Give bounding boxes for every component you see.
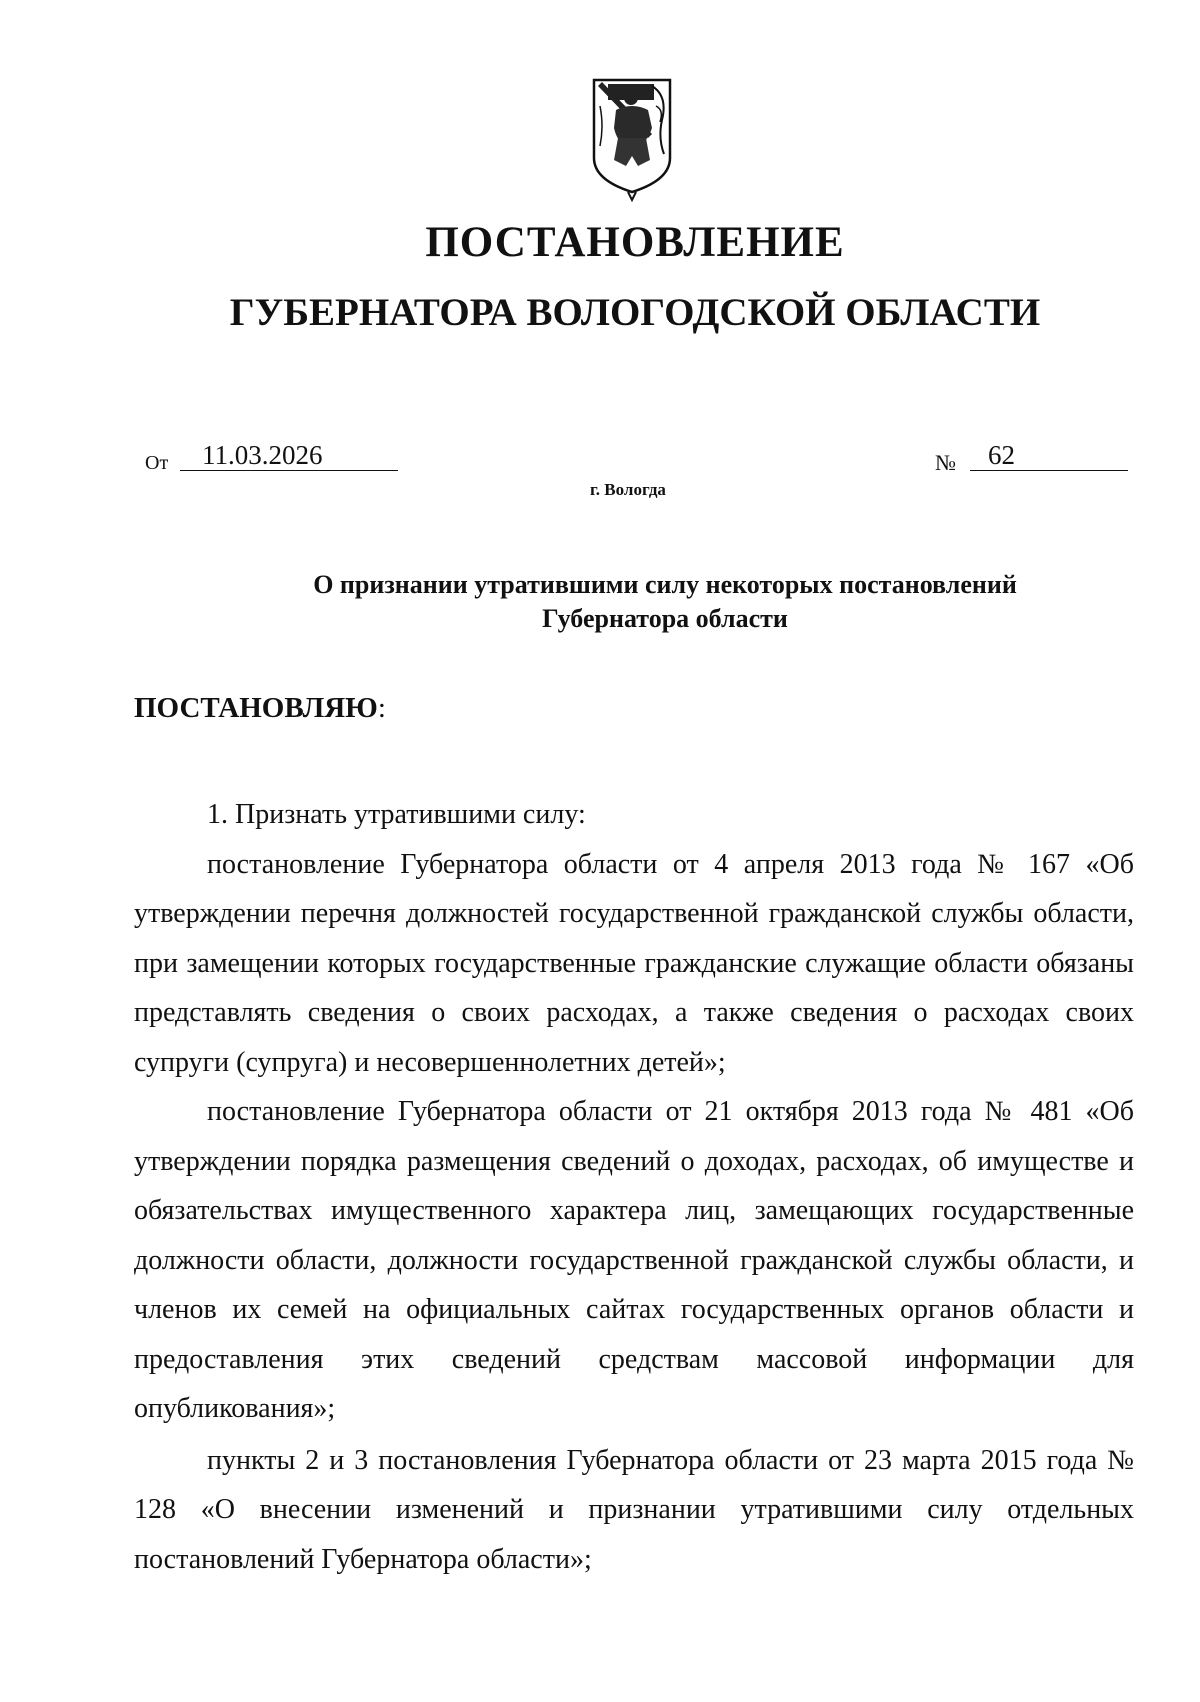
subject-line: Губернатора области (542, 604, 788, 633)
document-title: ПОСТАНОВЛЕНИЕ (425, 219, 845, 266)
date-label: От (145, 452, 169, 474)
number-value: 62 (970, 440, 1128, 471)
coat-of-arms-icon (588, 76, 676, 202)
body-item: 1. Признать утратившими силу: (207, 799, 586, 830)
date-value: 11.03.2026 (180, 440, 398, 471)
document-issuer: ГУБЕРНАТОРА ВОЛОГОДСКОЙ ОБЛАСТИ (229, 291, 1041, 334)
subject-line: О признании утратившими силу некоторых постановлений (313, 570, 1017, 599)
document-subject (0, 568, 1200, 636)
number-label: № (935, 450, 956, 475)
body-paragraph: постановление Губернатора области от 21 октября 2013 года № 481 «Об утверждении порядка размещения сведений о доходах, расходах, об имуществе и обязательствах имущественного характера лиц, замещающих государственные должности области, должности государственной гражданской службы области, и членов их семей на официальных сайтах государственных органов области и предоставления этих сведений средствам массовой информации для опубликования»; (134, 1096, 1134, 1424)
body-paragraph: постановление Губернатора области от 4 апреля 2013 года № 167 «Об утверждении перечня должностей государственной гражданской службы области, при замещении которых государственные гражданские служащие области обязаны представлять сведения о своих расходах, а также сведения о расходах своих супруги (супруга) и несовершеннолетних детей»; (134, 848, 1134, 1078)
body-paragraph: пункты 2 и 3 постановления Губернатора области от 23 марта 2015 года № 128 «О внесении изменений и признании утратившими силу отдельных постановлений Губернатора области»; (134, 1444, 1134, 1575)
document-body (134, 790, 1134, 1584)
decree-word: ПОСТАНОВЛЯЮ (134, 692, 378, 724)
decree-heading (134, 692, 386, 725)
decree-colon: : (377, 692, 386, 724)
city: г. Вологда (590, 480, 666, 499)
